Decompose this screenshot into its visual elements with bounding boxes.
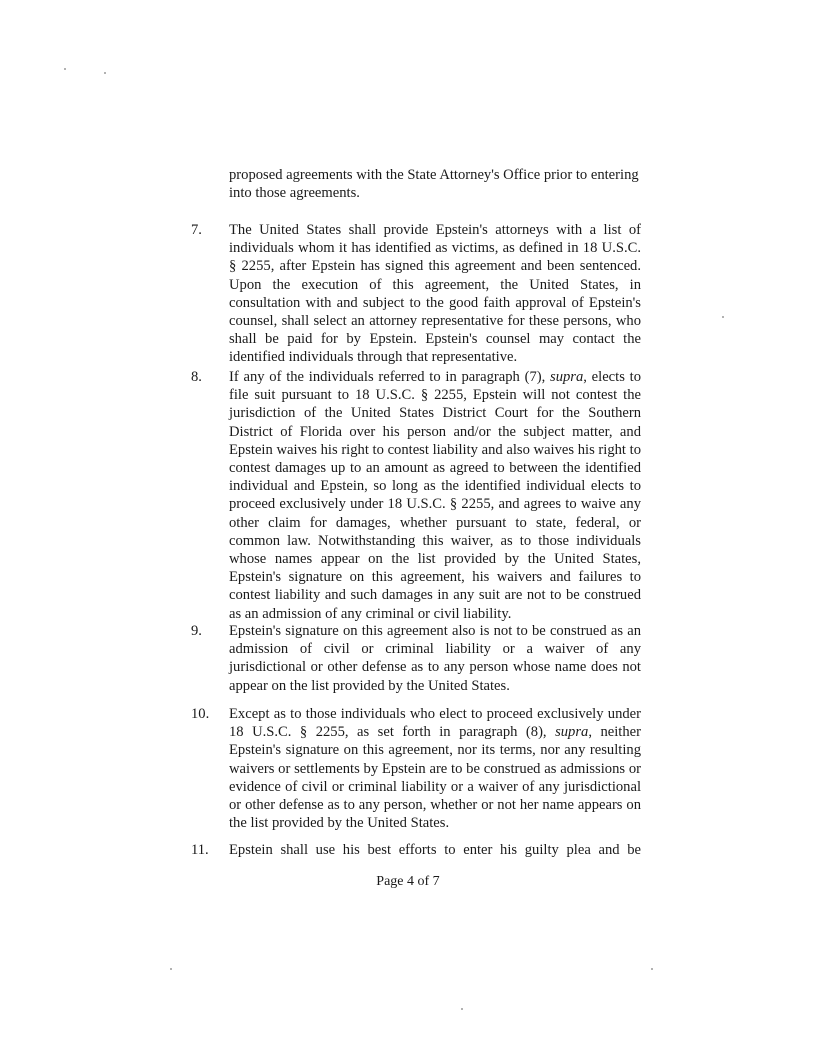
scan-speck xyxy=(64,68,66,70)
paragraph-text xyxy=(229,368,641,623)
paragraph-number: 7. xyxy=(191,222,202,238)
scan-speck xyxy=(651,968,653,970)
page-number: Page 4 of 7 xyxy=(376,874,440,889)
paragraph-number: 11. xyxy=(191,842,209,858)
paragraph-number: 8. xyxy=(191,369,202,385)
scan-speck xyxy=(722,316,724,318)
scan-speck xyxy=(461,1008,463,1010)
scan-speck xyxy=(170,968,172,970)
paragraph-text-part: , elects to file suit pursuant to 18 U.S.C. § 2255, Epstein will not contest the jurisdiction of the United States District Court for the Southern District of Florida over his person and/or the subject matter, and Epstein waives his right to contest liability and also waives his right to contest damages up to an amount as agreed to between the identified individual and Epstein, so long as the identified individual elects to proceed exclusively under 18 U.S.C. § 2255, and agrees to waive any other claim for damages, whether pursuant to state, federal, or common law. Notwithstanding this waiver, as to those individuals whose names appear on the list provided by the United States, Epstein's signature on this agreement, his waivers and failures to contest liability and such damages in any suit are not to be construed as an admission of any criminal or civil liability. xyxy=(229,369,641,622)
paragraph-text: Epstein's signature on this agreement also is not to be construed as an admission of civil or criminal liability or a waiver of any jurisdictional or other defense as to any person whose name does not appear on the list provided by the United States. xyxy=(229,623,641,694)
paragraph-text: The United States shall provide Epstein's attorneys with a list of individuals whom it has identified as victims, as defined in 18 U.S.C. § 2255, after Epstein has signed this agreement and been sentenced. Upon the execution of this agreement, the United States, in consultation with and subject to the good faith approval of Epstein's counsel, shall select an attorney representative for these persons, who shall be paid for by Epstein. Epstein's counsel may contact the identified individuals through that representative. xyxy=(229,222,641,366)
paragraph-text-part: Except as to those individuals who elect to proceed exclusively under 18 U.S.C. § 2255, as set forth in paragraph (8), xyxy=(229,706,641,741)
paragraph-number: 10. xyxy=(191,706,210,722)
paragraph-text: Epstein shall use his best efforts to enter his guilty plea and be xyxy=(229,842,641,858)
paragraph-text-part: , neither Epstein's signature on this agreement, nor its terms, nor any resulting waivers or settlements by Epstein are to be construed as admissions or evidence of civil or criminal liability or a waiver of any jurisdictional or other defense as to any person, whether or not her name appears on the list provided by the United States. xyxy=(229,724,641,832)
scan-speck xyxy=(104,72,106,74)
paragraph-text xyxy=(229,705,641,832)
paragraph-number: 9. xyxy=(191,623,202,639)
paragraph-text-part: If any of the individuals referred to in paragraph (7), xyxy=(229,369,551,385)
continuation-text: proposed agreements with the State Attorney's Office prior to entering into those agreements. xyxy=(229,167,639,202)
paragraph-text-italic: supra xyxy=(555,724,589,741)
paragraph-text-italic: supra xyxy=(550,369,584,385)
